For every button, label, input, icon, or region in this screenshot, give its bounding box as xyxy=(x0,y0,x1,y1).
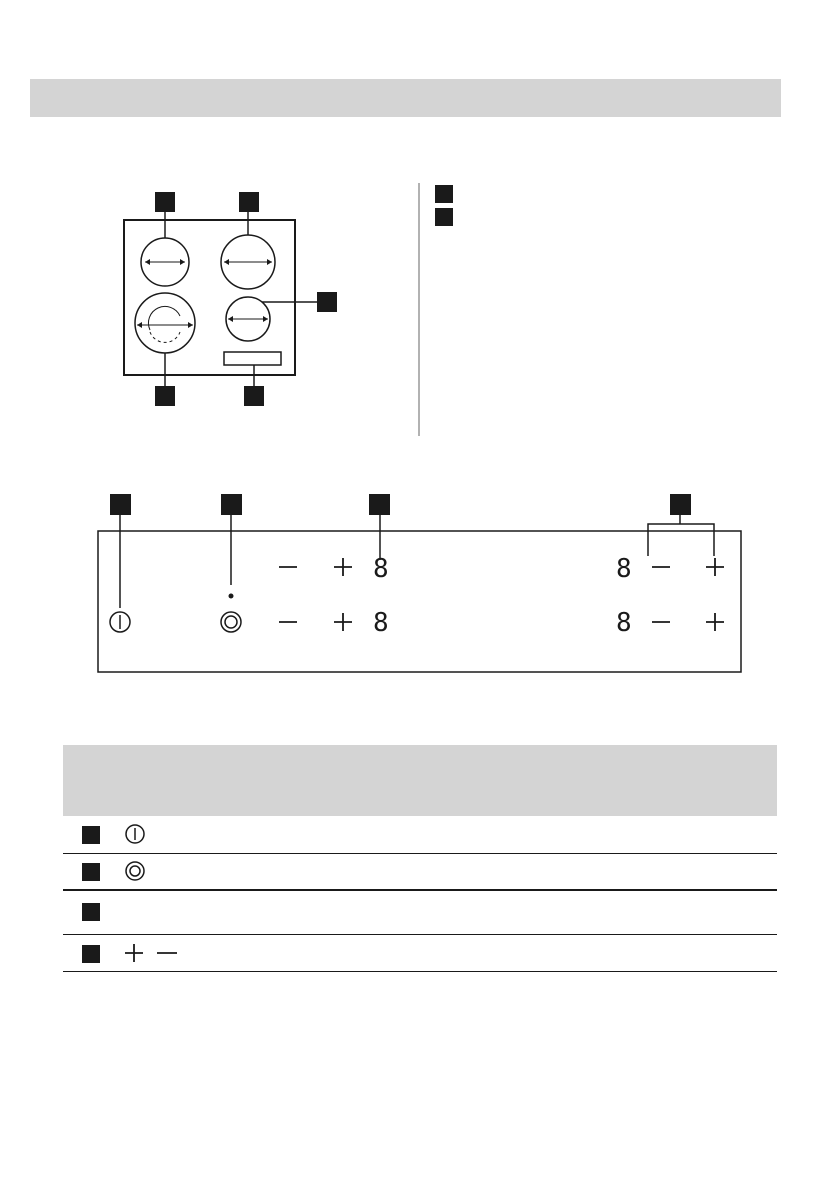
sensor-table-header xyxy=(63,745,777,816)
callout-3 xyxy=(369,494,390,515)
plus-key-row1-right[interactable] xyxy=(706,558,724,576)
display-row1-right: 8 xyxy=(616,554,632,584)
table-row xyxy=(63,891,777,934)
row-number-marker xyxy=(82,826,100,844)
dual-zone-icon[interactable] xyxy=(221,612,241,632)
indicator-dot xyxy=(229,594,234,599)
table-row xyxy=(63,853,777,890)
plus-minus-icons xyxy=(123,941,183,965)
power-icon[interactable] xyxy=(110,612,130,632)
plus-key-row1-left[interactable] xyxy=(334,558,352,576)
power-icon xyxy=(123,822,147,846)
display-row2-left: 8 xyxy=(373,608,389,638)
row-number-marker xyxy=(82,945,100,963)
row-divider xyxy=(63,971,777,972)
table-row xyxy=(63,935,777,971)
dual-zone-icon xyxy=(123,859,147,883)
display-row2-right: 8 xyxy=(616,608,632,638)
display-row1-left: 8 xyxy=(373,554,389,584)
plus-key-row2-left[interactable] xyxy=(334,613,352,631)
callout-1 xyxy=(110,494,131,515)
table-row xyxy=(63,816,777,853)
row-number-marker xyxy=(82,903,100,921)
callout-2 xyxy=(221,494,242,515)
control-panel-outline xyxy=(98,531,741,672)
row-number-marker xyxy=(82,863,100,881)
plus-icon xyxy=(125,944,143,962)
plus-key-row2-right[interactable] xyxy=(706,613,724,631)
callout-4 xyxy=(670,494,691,515)
